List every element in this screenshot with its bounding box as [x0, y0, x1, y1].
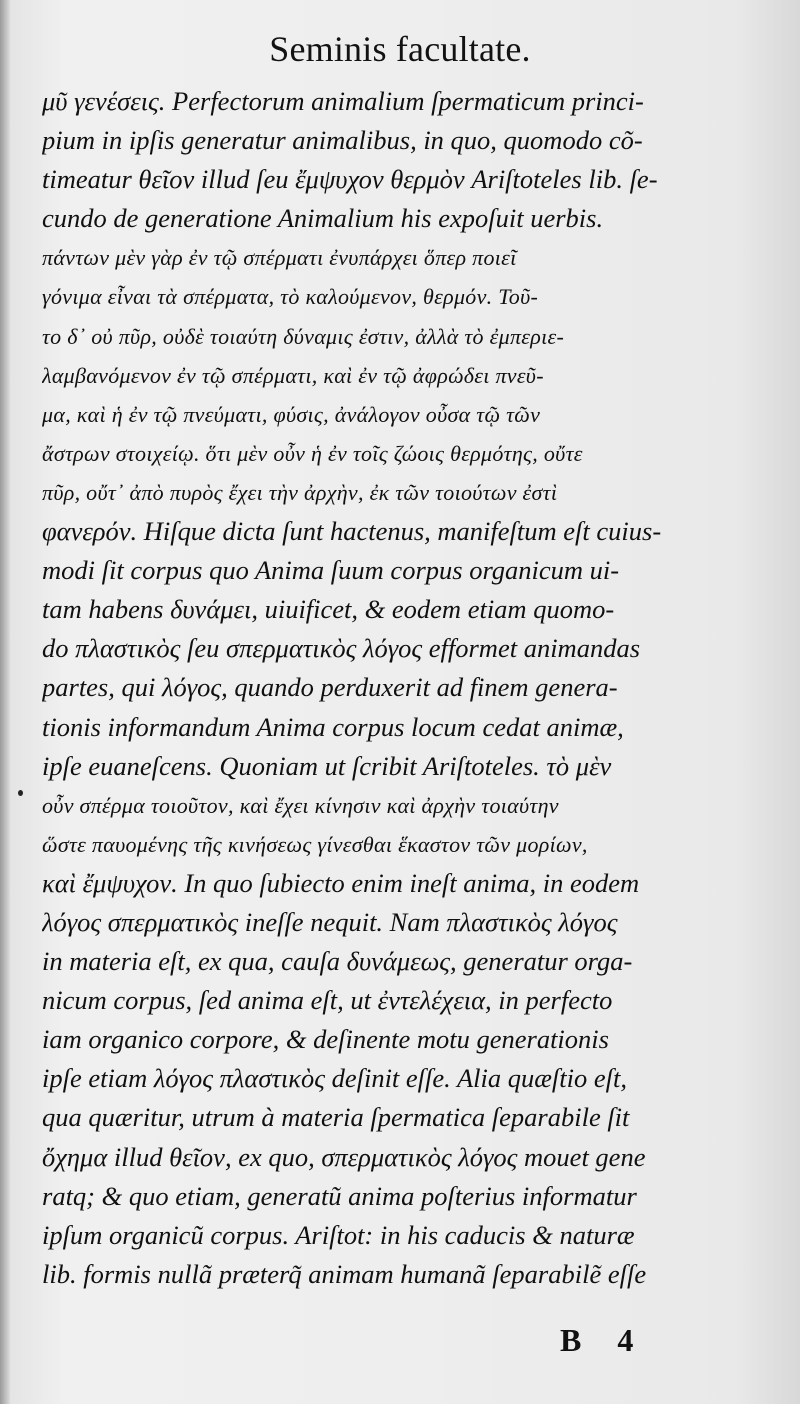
signature-mark: B 4 — [560, 1322, 648, 1358]
text-line: πῦρ, οὔτ᾽ ἀπὸ πυρὸς ἔχει τὴν ἀρχὴν, ἐκ τῶν τοιούτων ἐστὶ — [42, 479, 558, 505]
text-line: οὖν σπέρμα τοιοῦτον, καὶ ἔχει κίνησιν καὶ ἀρχὴν τοιαύτην — [42, 792, 559, 818]
ink-speck — [18, 790, 23, 796]
text-line: ὥστε παυομένης τῆς κινήσεως γίνεσθαι ἕκαστον τῶν μορίων, — [42, 831, 588, 857]
text-line: φανερόν. Hiſque dicta ſunt hactenus, manifeſtum eſt cuius- — [42, 516, 662, 547]
text-line: in materia eſt, ex qua, cauſa δυνάμεως, generatur orga- — [42, 946, 633, 977]
text-line: partes, qui λόγος, quando perduxerit ad finem genera- — [42, 672, 618, 703]
text-line: nicum corpus, ſed anima eſt, ut ἐντελέχεια, in perfecto — [42, 985, 613, 1016]
text-line: λαμβανόμενον ἐν τῷ σπέρματι, καὶ ἐν τῷ ἀφρώδει πνεῦ- — [42, 362, 544, 388]
text-line: το δ᾽ οὐ πῦρ, οὐδὲ τοιαύτη δύναμις ἐστιν, ἀλλὰ τὸ ἐμπεριε- — [42, 323, 565, 349]
text-line: modi ſit corpus quo Anima ſuum corpus organicum ui- — [42, 555, 620, 586]
text-line: tam habens δυνάμει, uiuificet, & eodem etiam quomo- — [42, 594, 615, 625]
text-line: lib. formis nullã præterq̃ animam humanã ſeparabilẽ eſſe — [42, 1258, 647, 1289]
text-line: ratq; & quo etiam, generatũ anima poſterius informatur — [42, 1180, 637, 1211]
text-line: λόγος σπερματικὸς ineſſe nequit. Nam πλαστικὸς λόγος — [42, 906, 618, 937]
text-line: timeatur θεῖον illud ſeu ἔμψυχον θερμὸν Ariſtoteles lib. ſe- — [42, 164, 658, 195]
text-line: do πλαστικὸς ſeu σπερματικὸς λόγος efformet animandas — [42, 633, 641, 664]
text-line: ipſe euaneſcens. Quoniam ut ſcribit Ariſtoteles. τὸ μὲν — [42, 750, 612, 781]
text-line: καὶ ἔμψυχον. In quo ſubiecto enim ineſt anima, in eodem — [42, 867, 640, 898]
text-line: cundo de generatione Animalium his expoſuit uerbis. — [42, 203, 604, 234]
text-line: πάντων μὲν γὰρ ἐν τῷ σπέρματι ἐνυπάρχει ὅπερ ποιεῖ — [42, 245, 517, 271]
binding-edge — [0, 0, 10, 1404]
text-line: ipſum organicũ corpus. Ariſtot: in his caducis & naturæ — [42, 1219, 635, 1250]
text-line: μα, καὶ ἡ ἐν τῷ πνεύματι, φύσις, ἀνάλογον οὖσα τῷ τῶν — [42, 401, 541, 427]
text-line: ipſe etiam λόγος πλαστικὸς deſinit eſſe. Alia quæſtio eſt, — [42, 1063, 627, 1094]
text-line: pium in ipſis generatur animalibus, in quo, quomodo cõ- — [42, 125, 643, 156]
text-line: ἄστρων στοιχείῳ. ὅτι μὲν οὖν ἡ ἐν τοῖς ζώοις θερμότης, οὔτε — [42, 440, 583, 466]
body-text — [42, 82, 782, 1294]
text-line: γόνιμα εἶναι τὰ σπέρματα, τὸ καλούμενον, θερμόν. Τοῦ- — [42, 284, 539, 310]
text-line: μῦ γενέσεις. Perfectorum animalium ſpermaticum princi- — [42, 86, 644, 116]
text-line: iam organico corpore, & deſinente motu generationis — [42, 1024, 609, 1055]
text-line: tionis informandum Anima corpus locum cedat animæ, — [42, 711, 624, 742]
running-head: Seminis facultate. — [269, 29, 531, 69]
text-line: qua quæritur, utrum à materia ſpermatica ſeparabile ſit — [42, 1102, 630, 1133]
text-line: ὄχημα illud θεῖον, ex quo, σπερματικὸς λόγος mouet gene — [42, 1141, 646, 1172]
